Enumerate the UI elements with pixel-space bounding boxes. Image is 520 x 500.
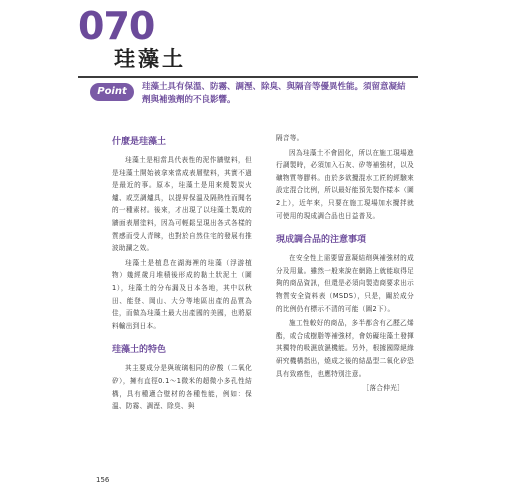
page-number: 156 — [96, 476, 110, 484]
section-heading-features: 珪藻土的特色 — [112, 345, 167, 356]
paragraph: 施工性較好的商品，多半都含有乙醛乙烯酯，或合成樹脂等補強材，會妨礙珪藻土發揮其獨特的吸濕放濕機能。另外，根據國際絕緣研究機構指出，燒成之後的結晶型二氧化矽恐具有致癌性，也應特別注意。 — [276, 319, 414, 378]
point-summary: 珪藻土具有保溫、防霧、調溼、除臭、與隔音等優異性能。須留意凝結劑與補強劑的不良影響。 — [142, 82, 406, 105]
chapter-number: 070 — [78, 4, 155, 48]
paragraph: 在安全性上需要留意凝結劑與補強材的成分及用量。雖然一般來說在網路上就能取得足夠的商品資訊，但還是必須向製造商要求出示物質安全資料表（MSDS），只是，關於成分的比例仍有標示不清的可能（圖2下）。 — [276, 254, 414, 313]
paragraph: 其主要成分是與玻璃相同的矽酸（二氧化矽），擁有直徑0.1〜1微米的超微小多孔性結構，具有種適合壁材的各種性能，例如：保溫、防霧、調溼、除臭、與 — [112, 364, 252, 411]
chapter-title: 珪藻土 — [114, 47, 186, 71]
title-divider — [78, 76, 418, 78]
section-heading-notes: 現成調合品的注意事項 — [276, 235, 367, 246]
author-signature: ［落合伸光］ — [362, 384, 404, 393]
paragraph: 珪藻土是相當具代表性的泥作牆壁料，但是珪藻土開始被拿來當成表層壁料，其實不過是最近的事。原本，珪藻土是用來燒製炭火爐、或烹調爐具，以提昇保溫及隔熱性而聞名的一種素材。後來，才出現了以珪藻土製成的牆面表層塗料，因為可輕鬆呈現出各式各樣的質感而受人青睞，也對於自然住宅的發展有推波助瀾之效。 — [112, 156, 252, 253]
paragraph: 隔音等。 — [276, 134, 304, 142]
section-heading-what-is: 什麼是珪藻土 — [112, 137, 167, 147]
left-column — [112, 136, 252, 415]
paragraph: 因為珪藻土不會固化，所以在施工現場進行調製時，必須加入石灰、矽等補強材，以及礦物質等膠料。由於多欲攪混水工匠的經驗來設定混合比例，所以最好能預先製作樣本（圖2上），近年來，只要在施工現場加水攪拌就可使用的現成調合品也日益普及。 — [276, 148, 414, 220]
point-badge: Point — [90, 83, 134, 101]
right-column — [276, 132, 414, 397]
paragraph: 珪藻土是植息在湖海裡的珪藻（浮游植物）幾經歲月堆積後形成的黏土狀泥土（圖1），珪藻土的分布漏及日本各地，其中以秋田、能登、岡山、大分等地區出產的品質為佳，而做為珪藻土最大出產國的美國，也將原料輸出到日本。 — [112, 258, 252, 330]
